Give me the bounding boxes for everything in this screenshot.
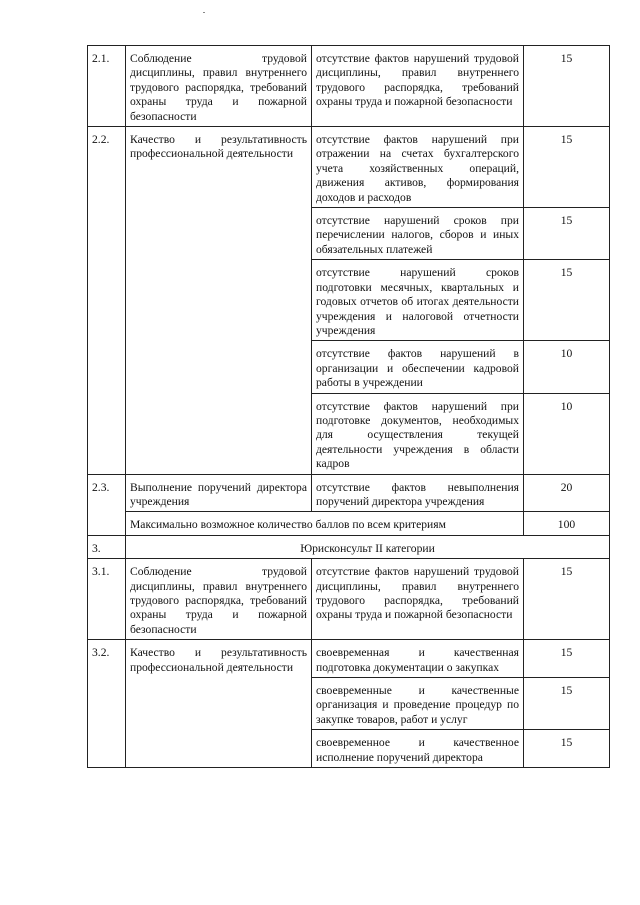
table-row: [88, 559, 610, 640]
indicator-points: 15: [524, 678, 610, 730]
criterion-number: 3.2.: [88, 640, 126, 768]
indicator-points: 15: [524, 730, 610, 768]
indicator-text: своевременная и качественная подготовка документации о закупках: [312, 640, 524, 678]
indicator-points: 15: [524, 260, 610, 341]
criterion-name: Соблюдение трудовой дисциплины, правил внутреннего трудового распорядка, требований охраны труда и пожарной безопасности: [126, 559, 312, 640]
total-row: [88, 512, 610, 535]
criterion-number: 3.1.: [88, 559, 126, 640]
indicator-points: 10: [524, 341, 610, 393]
section-title: Юрисконсульт II категории: [126, 535, 610, 558]
indicator-text: своевременное и качественное исполнение поручений директора: [312, 730, 524, 768]
indicator-text: отсутствие фактов нарушений в организации и обеспечении кадровой работы в учреждении: [312, 341, 524, 393]
scan-speck: [203, 12, 205, 13]
criterion-name: Соблюдение трудовой дисциплины, правил внутреннего трудового распорядка, требований охраны труда и пожарной безопасности: [126, 46, 312, 127]
indicator-points: 15: [524, 208, 610, 260]
criterion-number: 2.3.: [88, 474, 126, 535]
table-row: [88, 474, 610, 512]
total-label: Максимально возможное количество баллов по всем критериям: [126, 512, 524, 535]
indicator-points: 15: [524, 640, 610, 678]
criterion-name: Выполнение поручений директора учреждения: [126, 474, 312, 512]
indicator-points: 10: [524, 393, 610, 474]
criterion-name: Качество и результативность профессиональной деятельности: [126, 640, 312, 768]
indicator-text: отсутствие фактов нарушений при отражении на счетах бухгалтерского учета хозяйственных операций, движения активов, формирования доходов и расходов: [312, 127, 524, 208]
indicator-text: отсутствие фактов невыполнения поручений директора учреждения: [312, 474, 524, 512]
indicator-text: своевременные и качественные организация и проведение процедур по закупке товаров, работ и услуг: [312, 678, 524, 730]
indicator-text: отсутствие фактов нарушений трудовой дисциплины, правил внутреннего трудового распорядка, требований охраны труда и пожарной безопасности: [312, 559, 524, 640]
indicator-text: отсутствие фактов нарушений при подготовке документов, необходимых для осуществления текущей деятельности учреждения в области кадров: [312, 393, 524, 474]
indicator-points: 15: [524, 559, 610, 640]
criterion-number: 2.2.: [88, 127, 126, 475]
section-row: [88, 535, 610, 558]
section-number: 3.: [88, 535, 126, 558]
indicator-points: 15: [524, 46, 610, 127]
criterion-number: 2.1.: [88, 46, 126, 127]
table-row: [88, 640, 610, 678]
indicator-points: 20: [524, 474, 610, 512]
table-row: [88, 46, 610, 127]
indicator-text: отсутствие нарушений сроков при перечислении налогов, сборов и иных обязательных платежей: [312, 208, 524, 260]
criteria-table: [87, 45, 610, 768]
table-row: [88, 127, 610, 208]
criterion-name: Качество и результативность профессиональной деятельности: [126, 127, 312, 475]
total-points: 100: [524, 512, 610, 535]
indicator-text: отсутствие фактов нарушений трудовой дисциплины, правил внутреннего трудового распорядка, требований охраны труда и пожарной безопасности: [312, 46, 524, 127]
indicator-text: отсутствие нарушений сроков подготовки месячных, квартальных и годовых отчетов об итогах деятельности учреждения и налоговой отчетности учреждения: [312, 260, 524, 341]
indicator-points: 15: [524, 127, 610, 208]
